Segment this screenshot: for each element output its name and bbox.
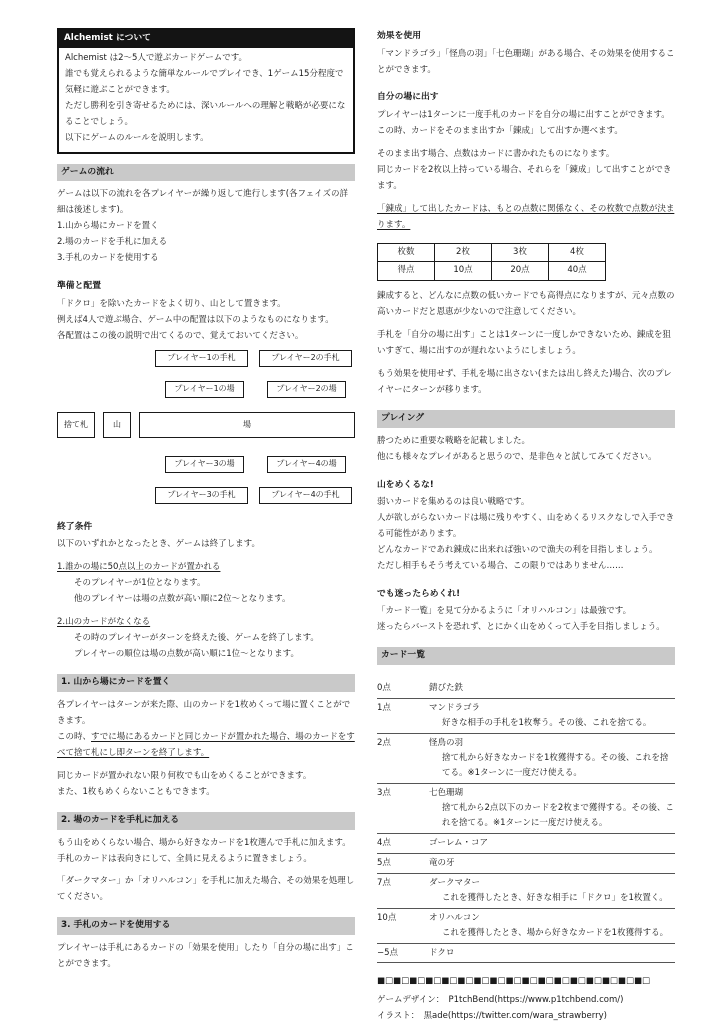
card-name: ドクロ: [429, 947, 455, 958]
card-info: [429, 701, 675, 731]
table-cell: 枚数: [378, 243, 435, 262]
decorative-square-pattern: ■□■□■□■□■□■□■□■□■□■□■□■□■□■□■□■□■□: [377, 976, 651, 987]
card-effect: 好きな相手の手札を1枚奪う。その後、これを捨てる。: [442, 718, 652, 729]
table-cell: 20点: [492, 262, 549, 281]
card-name: 竜の牙: [429, 857, 455, 868]
card-points: −5点: [377, 947, 399, 958]
table-cell: 得点: [378, 262, 435, 281]
credit-game-design: ゲームデザイン： P1tchBend(https://www.p1tchbend.com/): [377, 995, 624, 1006]
play-card-section: [377, 89, 675, 398]
phase1-section: [57, 674, 355, 801]
diagram-player4-hand-box: プレイヤー4の手札: [259, 487, 352, 504]
card-name: ダークマター: [429, 877, 481, 888]
card-row: [377, 854, 675, 874]
table-layout-diagram: [57, 350, 355, 508]
section-header-do-flip: でも迷ったらめくれ!: [377, 588, 461, 599]
section-header-phase1: 1. 山から場にカードを置く: [57, 674, 355, 692]
section-header-play-card: 自分の場に出す: [377, 92, 439, 103]
strategy-text: 弱いカードを集めるのは良い戦略です。: [377, 497, 530, 508]
credit-illustration: イラスト： 黒ade(https://twitter.com/wara_strawberry): [377, 1011, 607, 1022]
strategy-text: 人が欲しがらないカードは場に残りやすく、山をめくるリスクなしで入手できる可能性があります。: [377, 513, 675, 540]
table-cell: 2枚: [435, 243, 492, 262]
end-conditions-section: [57, 519, 355, 663]
setup-text: 「ドクロ」を除いたカードをよく切り、山として置きます。: [57, 298, 286, 309]
text-segment-underlined: すでに場にあるカードと同じカードが置かれた場合、場のカードをすべて捨て札にし即ターンを終了します。: [57, 731, 355, 758]
card-list-section: [377, 647, 675, 963]
phase2-section: [57, 812, 355, 907]
refine-table-row-points: [378, 262, 606, 281]
diagram-player2-hand-box: プレイヤー2の手札: [259, 350, 352, 367]
card-info: [429, 911, 675, 941]
end-condition-1-text: 他のプレイヤーは場の点数が高い順に2位〜となります。: [74, 594, 291, 605]
game-flow-section: [57, 164, 355, 268]
flow-step-1: 1.山から場にカードを置く: [57, 221, 159, 232]
setup-text: 例えば4人で遊ぶ場合、ゲーム中の配置は以下のようなものになります。: [57, 314, 334, 325]
flow-intro-text: ゲームは以下の流れを各プレイヤーが繰り返して進行します(各フェイズの詳細は後述します)。: [57, 189, 349, 216]
intro-body: [59, 48, 353, 152]
diagram-discard-box: 捨て札: [57, 412, 95, 438]
card-points: 4点: [377, 837, 391, 848]
card-points: 0点: [377, 683, 391, 694]
refine-points-table: [377, 243, 606, 281]
card-info: [429, 681, 675, 696]
diagram-player2-field-box: プレイヤー2の場: [267, 381, 346, 398]
play-card-text: 手札を「自分の場に出す」ことは1ターンに一度しかできないため、錬成を狙いすぎて、場に出すのが遅れないようにしましょう。: [377, 329, 671, 356]
card-info: [429, 786, 675, 831]
strategy-do-flip-section: [377, 586, 675, 636]
card-name: マンドラゴラ: [429, 703, 481, 714]
intro-text: ただし勝利を引き寄せるためには、深いルールへの理解と戦略が必要になることでしょう。: [65, 100, 346, 127]
strategy-text: ただし相手もそう考えている場合、この限りではありません……: [377, 560, 624, 571]
diagram-player1-hand-box: プレイヤー1の手札: [155, 350, 248, 367]
diagram-player4-field-box: プレイヤー4の場: [267, 456, 346, 473]
card-points: 5点: [377, 857, 391, 868]
card-row: [377, 874, 675, 909]
diagram-player1-field-box: プレイヤー1の場: [165, 381, 244, 398]
card-info: [429, 736, 675, 781]
card-row: [377, 834, 675, 854]
card-effect: 捨て札から2点以下のカードを2枚まで獲得する。その後、これを捨てる。※1ターンに一度だけ使える。: [442, 802, 674, 828]
phase2-text: もう山をめくらない場合、場から好きなカードを1枚選んで手札に加えます。: [57, 837, 351, 848]
diagram-player3-hand-box: プレイヤー3の手札: [155, 487, 248, 504]
right-column: [377, 28, 675, 1024]
diagram-player3-field-box: プレイヤー3の場: [165, 456, 244, 473]
card-list-table: [377, 679, 675, 963]
strategy-text: どんなカードであれ錬成に出来れば強いので漁夫の利を目指しましょう。: [377, 544, 658, 555]
card-name: 七色珊瑚: [429, 787, 464, 798]
play-card-text: もう効果を使用せず、手札を場に出さない(または出し終えた)場合、次のプレイヤーにターンが移ります。: [377, 368, 672, 395]
end-condition-2-text: プレイヤーの順位は場の点数が高い順に1位〜となります。: [74, 649, 299, 660]
intro-text: 以下にゲームのルールを説明します。: [65, 132, 209, 143]
play-card-text: この時、カードをそのまま出すか「錬成」して出すか選べます。: [377, 125, 623, 136]
play-card-text: そのまま出す場合、点数はカードに書かれたものになります。: [377, 148, 615, 159]
text-segment: この時、: [57, 731, 92, 742]
phase2-text: 「ダークマター」か「オリハルコン」を手札に加えた場合、その効果を処理してください。: [57, 876, 355, 903]
section-header-playing: プレイング: [377, 410, 675, 428]
phase2-text: 手札のカードは表向きにして、全員に見えるように置きましょう。: [57, 853, 312, 864]
card-points: 1点: [377, 703, 391, 714]
card-row: [377, 944, 675, 964]
card-name: 怪鳥の羽: [429, 738, 464, 749]
card-info: [429, 876, 675, 906]
phase3-section: [57, 917, 355, 973]
intro-title: Alchemist について: [59, 30, 353, 48]
intro-section: [57, 28, 355, 154]
section-header-use-effect: 効果を使用: [377, 31, 421, 41]
flow-step-2: 2.場のカードを手札に加える: [57, 237, 168, 248]
card-row: [377, 699, 675, 734]
playing-section: [377, 410, 675, 466]
play-card-text: プレイヤーは1ターンに一度手札のカードを自分の場に出すことができます。: [377, 110, 670, 120]
left-column: [57, 28, 355, 1024]
section-header-phase3: 3. 手札のカードを使用する: [57, 917, 355, 935]
card-points: 3点: [377, 787, 391, 798]
phase1-text: 各プレイヤーはターンが来た際、山のカードを1枚めくって場に置くことができます。: [57, 699, 351, 726]
diagram-field-box: 場: [139, 412, 355, 438]
card-info: [429, 836, 675, 851]
playing-text: 勝つために重要な戦略を記載しました。: [377, 435, 531, 446]
table-cell: 3枚: [492, 243, 549, 262]
card-row: [377, 909, 675, 944]
card-points: 2点: [377, 738, 391, 749]
intro-text: 誰でも覚えられるような簡単なルールでプレイでき、1ゲーム15分程度で気軽に遊ぶことができます。: [65, 68, 344, 95]
play-card-text: 同じカードを2枚以上持っている場合、それらを「錬成」して出すことができます。: [377, 164, 672, 191]
card-points: 10点: [377, 912, 397, 923]
phase1-text: また、1枚もめくらないこともできます。: [57, 786, 215, 797]
flow-step-3: 3.手札のカードを使用する: [57, 253, 159, 264]
card-row: [377, 679, 675, 699]
section-header-end-conditions: 終了条件: [57, 521, 93, 532]
strategy-text: 迷ったらバーストを恐れず、とにかく山をめくって入手を目指しましょう。: [377, 622, 665, 633]
phase3-text: プレイヤーは手札にあるカードの「効果を使用」したり「自分の場に出す」ことができます。: [57, 943, 354, 970]
setup-section: [57, 278, 355, 507]
card-effect: 捨て札から好きなカードを1枚獲得する。その後、これを捨てる。※1ターンに一度だけ使える。: [442, 753, 669, 778]
end-conditions-intro: 以下のいずれかとなったとき、ゲームは終了します。: [57, 539, 260, 550]
card-info: [429, 946, 675, 961]
refine-table-row-counts: [378, 243, 606, 262]
card-name: ゴーレム・コア: [429, 837, 488, 848]
table-cell: 40点: [549, 262, 606, 281]
play-card-rule-underlined: 「錬成」して出したカードは、もとの点数に関係なく、その枚数で点数が決まります。: [377, 203, 675, 230]
phase1-text: [57, 730, 355, 762]
card-effect: これを獲得したとき、場から好きなカードを1枚獲得する。: [442, 927, 669, 938]
section-header-card-list: カード一覧: [377, 647, 675, 665]
card-name: 錆びた鉄: [429, 683, 464, 694]
playing-text: 他にも様々なプレイがあると思うので、是非色々と試してみてください。: [377, 451, 657, 462]
end-condition-1-text: そのプレイヤーが1位となります。: [74, 578, 206, 589]
table-cell: 4枚: [549, 243, 606, 262]
table-cell: 10点: [435, 262, 492, 281]
section-header-dont-flip: 山をめくるな!: [377, 479, 434, 490]
diagram-deck-box: 山: [103, 412, 131, 438]
card-name: オリハルコン: [429, 912, 480, 923]
use-effect-text: 「マンドラゴラ」「怪鳥の羽」「七色珊瑚」がある場合、その効果を使用することができます。: [377, 48, 675, 75]
end-condition-2-title: 2.山のカードがなくなる: [57, 617, 151, 628]
card-info: [429, 856, 675, 871]
use-effect-section: [377, 28, 675, 78]
strategy-dont-flip-section: [377, 477, 675, 575]
card-row: [377, 734, 675, 784]
intro-text: Alchemist は2〜5人で遊ぶカードゲームです。: [65, 52, 248, 63]
card-effect: これを獲得したとき、好きな相手に「ドクロ」を1枚置く。: [442, 892, 668, 903]
end-condition-2-text: その時のプレイヤーがターンを終えた後、ゲームを終了します。: [74, 633, 319, 644]
footer: [377, 975, 675, 1024]
strategy-text: 「カード一覧」を見て分かるように「オリハルコン」は最強です。: [377, 606, 632, 617]
card-row: [377, 784, 675, 834]
phase1-text: 同じカードが置かれない限り何枚でも山をめくることができます。: [57, 770, 312, 781]
card-points: 7点: [377, 877, 391, 888]
section-header-phase2: 2. 場のカードを手札に加える: [57, 812, 355, 830]
end-condition-1-title: 1.誰かの場に50点以上のカードが置かれる: [57, 562, 221, 573]
section-header-game-flow: ゲームの流れ: [57, 164, 355, 182]
play-card-text: 錬成すると、どんなに点数の低いカードでも高得点になりますが、元々点数の高いカードだと恩恵が少ないので注意してください。: [377, 290, 675, 317]
section-header-setup: 準備と配置: [57, 281, 101, 292]
setup-text: 各配置はこの後の説明で出てくるので、覚えておいてください。: [57, 330, 304, 341]
